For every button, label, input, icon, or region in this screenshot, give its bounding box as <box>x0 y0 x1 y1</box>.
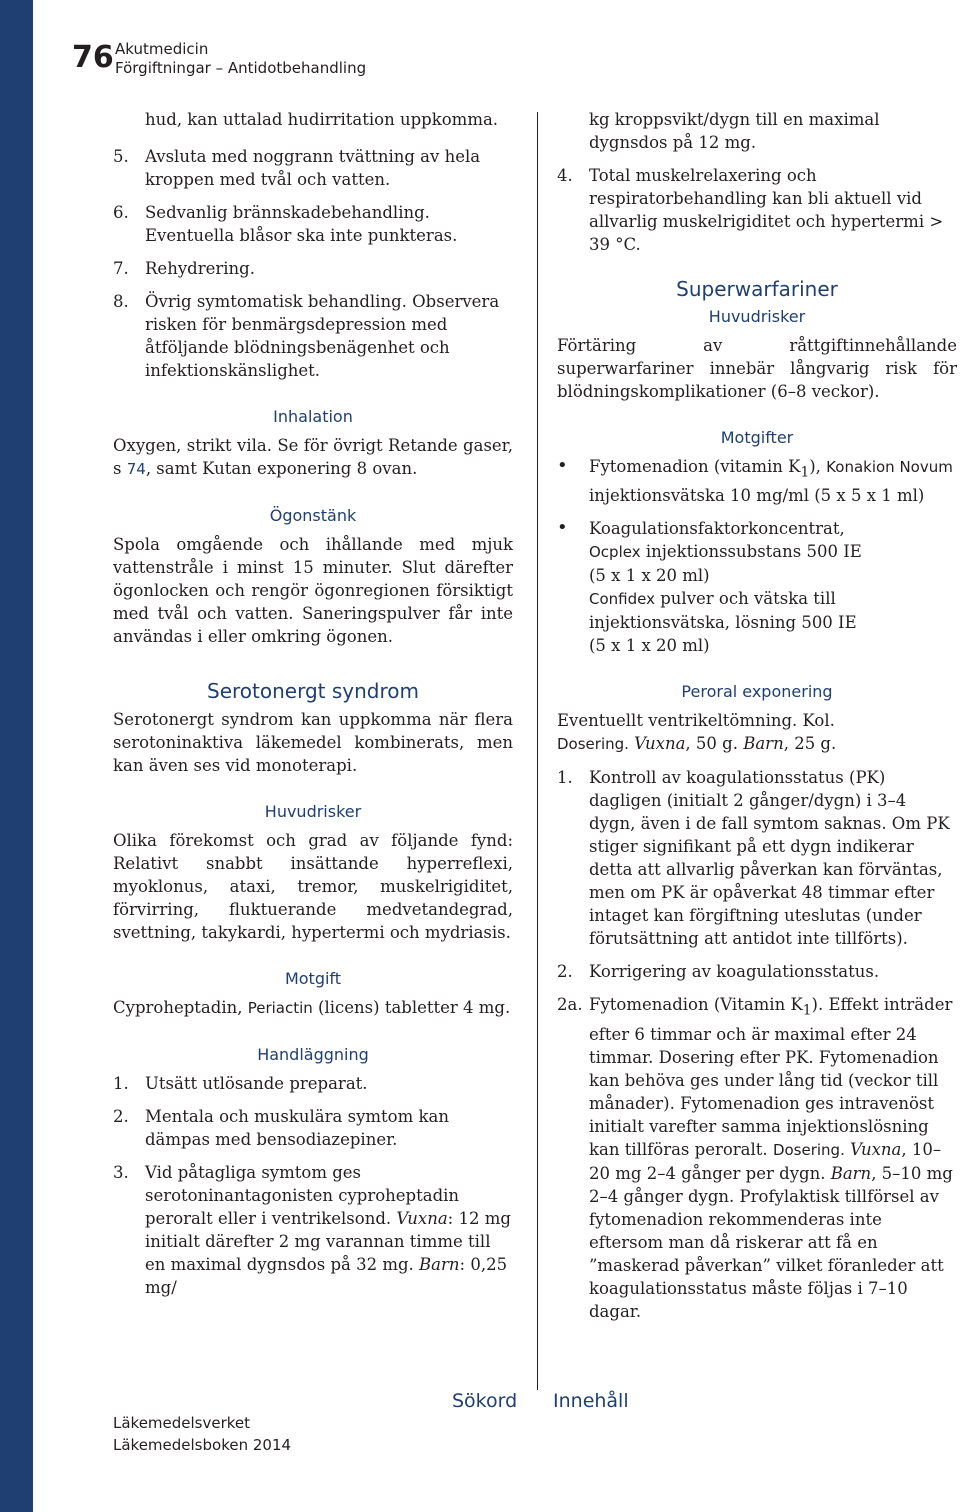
serotonin-text: Serotonergt syndrom kan uppkomma när flera serotoninaktiva läkemedel kombinerats, men kan även ses vid monoterapi. <box>113 710 513 775</box>
inhalation-heading: Inhalation <box>273 407 353 426</box>
antidote-heading: Motgift <box>284 969 342 988</box>
left-column <box>113 108 513 1309</box>
bullet-item: • Koagulationsfaktorkoncentrat, Ocplex injektionssubstans 500 IE (5 x 1 x 20 ml) Confidex pulver och vätska till injektionsvätska, lösning 500 IE (5 x 1 x 20 ml) <box>557 517 862 656</box>
peroral-heading: Peroral exponering <box>681 682 833 702</box>
bullet-icon: • <box>557 455 568 476</box>
list-item: 6. Sedvanlig brännskadebehandling. Eventuella blåsor ska inte punkteras. <box>113 203 458 245</box>
eye-heading: Ögonstänk <box>269 506 357 525</box>
risks-text: Förtäring av råttgiftinnehållande superwarfariner innebär långvarig risk för blödningskomplikationer (6–8 veckor). <box>557 336 957 401</box>
serotonin-heading: Serotonergt syndrom <box>207 679 419 703</box>
publication: Läkemedelsboken 2014 <box>113 1436 292 1454</box>
bullet-icon: • <box>557 517 568 539</box>
peroral-text: Eventuellt ventrikeltömning. Kol. Dosering. Vuxna, 50 g. Barn, 25 g. <box>557 711 837 754</box>
superwarfarin-heading: Superwarfariner <box>676 277 838 301</box>
running-header <box>115 40 366 78</box>
antidotes-heading: Motgifter <box>720 428 794 447</box>
contents-link[interactable]: Innehåll <box>553 1390 629 1412</box>
footer <box>113 1412 291 1456</box>
risks-heading: Huvudrisker <box>708 307 806 326</box>
inhalation-text: Oxygen, strikt vila. Se för övrigt Retande gaser, s 74, samt Kutan exponering 8 ovan. <box>113 436 513 478</box>
eye-text: Spola omgående och ihållande med mjuk vattenstråle i minst 15 minuter. Slut därefter ögonlocken och rengör ögonregionen försiktigt med tvål och vatten. Saneringspulver får inte användas i eller omkring ögonen. <box>113 535 513 646</box>
column-divider <box>537 112 538 1390</box>
handling-heading: Handläggning <box>257 1045 369 1064</box>
bullet-item: • Fytomenadion (vitamin $K_1$), Konakion Novum injektionsvätska 10 mg/ml (5 x 5 x 1 ml) <box>557 455 953 506</box>
publisher: Läkemedelsverket <box>113 1414 251 1432</box>
brand-name: Confidex <box>589 590 655 609</box>
page-link-74[interactable]: 74 <box>126 460 146 478</box>
section-title: Akutmedicin <box>115 40 209 58</box>
risks-text: Olika förekomst och grad av följande fynd: Relativt snabbt insättande hyperreflexi, myoklonus, ataxi, tremor, muskelrigiditet, förvirring, fluktuerande medvetandegrad, svettning, takykardi, hypertermi och mydriasis. <box>113 831 513 942</box>
intro-text: hud, kan uttalad hudirritation uppkomma. <box>145 110 499 129</box>
brand-name: Ocplex <box>589 543 641 562</box>
list-item: 1. Kontroll av koagulationsstatus (PK) dagligen (initialt 2 gånger/dygn) i 3–4 dygn, även i de fall symtom saknas. Om PK stiger signifikant på ett dygn indikerar detta att allvarlig påverkan kan förväntas, men om PK är opåverkat 48 timmar efter intaget kan förgiftning uteslutas (under förutsättning att antidot inte tillförts). <box>557 768 950 949</box>
brand-name: Periactin <box>247 999 313 1017</box>
list-item: 8. Övrig symtomatisk behandling. Observera risken för benmärgsdepression med åtföljande blödningsbenägenhet och infektionskänslighet. <box>113 292 500 380</box>
list-item: 5. Avsluta med noggrann tvättning av hela kroppen med tvål och vatten. <box>113 147 481 189</box>
list-item: 1. Utsätt utlösande preparat. <box>113 1074 368 1093</box>
list-item: 2a. Fytomenadion (Vitamin $K_1$). Effekt inträder efter 6 timmar och är maximal efter 24 timmar. Dosering efter PK. Fytomenadion kan behöva ges under lång tid (veckor till månader). Fytomenadion ges intravenöst initialt varefter samma injektionslösning kan tillföras peroralt. Dosering. Vuxna, 10–20 mg 2–4 gånger per dygn. Barn, 5–10 mg 2–4 gånger dygn. Profylaktisk tillförsel av fytomenadion rekommenderas inte eftersom man då riskerar att få en ”maskerad påverkan” vilket föranleder att koagulationsstatus måste följas i 7–10 dagar. <box>557 995 953 1321</box>
list-item: 2. Mentala och muskulära symtom kan dämpas med bensodiazepiner. <box>113 1107 449 1149</box>
continued-text: kg kroppsvikt/dygn till en maximal dygnsdos på 12 mg. <box>589 110 880 152</box>
search-link[interactable]: Sökord <box>452 1390 518 1412</box>
page-number: 76 <box>72 40 114 75</box>
list-item: 3. Vid påtagliga symtom ges serotoninantagonisten cyproheptadin peroralt eller i ventrikelsond. Vuxna: 12 mg initialt därefter 2 mg varannan timme till en maximal dygnsdos på 32 mg. Barn: 0,25 mg/ <box>113 1163 511 1297</box>
subsection-title: Förgiftningar – Antidotbehandling <box>115 59 367 77</box>
list-item: 4. Total muskelrelaxering och respiratorbehandling kan bli aktuell vid allvarlig muskelrigiditet och hypertermi > 39 °C. <box>557 166 944 254</box>
list-item: 7. Rehydrering. <box>113 259 255 278</box>
antidote-text: Cyproheptadin, Periactin (licens) tabletter 4 mg. <box>113 998 511 1017</box>
risks-heading: Huvudrisker <box>264 802 362 821</box>
right-column <box>557 108 957 1333</box>
page-edge-bar <box>0 0 33 1512</box>
brand-name: Konakion Novum <box>826 458 953 476</box>
list-item: 2. Korrigering av koagulationsstatus. <box>557 962 880 982</box>
